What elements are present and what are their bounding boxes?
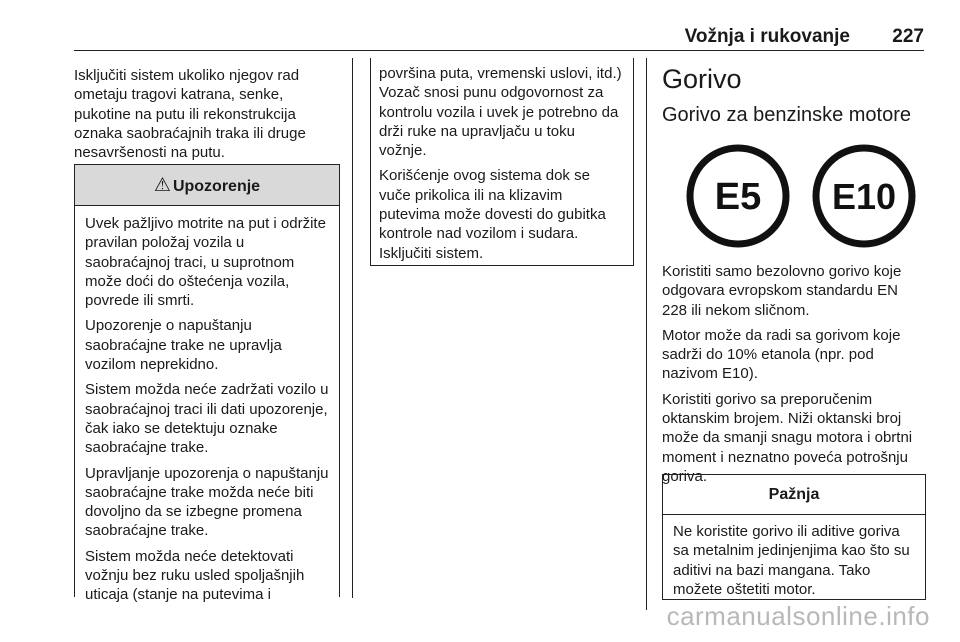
warning-paragraph: Sistem možda neće detektovati vožnju bez ruku usled spoljašnjih uticaja (stanje na putevima i (85, 547, 305, 604)
warning-paragraph: Sistem možda neće zadržati vozilo u saobraćajnoj traci ili dati upozorenje, čak iako se detektuju oznake saobraćajne trake. (85, 381, 329, 457)
warning-body (75, 206, 339, 605)
fuel-subheading: Gorivo za benzinske motore (662, 104, 912, 126)
warning-paragraph: Upravljanje upozorenja o napuštanju saobraćajne trake možda neće biti dovoljno da se izbegne promena saobraćajne trake. (85, 464, 329, 540)
column-1 (74, 66, 332, 168)
warning-triangle-icon: ⚠ (153, 175, 171, 196)
warning-title-bar (75, 165, 339, 206)
caution-box (662, 474, 926, 600)
watermark: carmanualsonline.info (666, 601, 930, 631)
fuel-paragraph: Koristiti gorivo sa preporučenim oktanskim brojem. Niži oktanski broj može da smanji snagu motora i obrtni moment i neznatno poveća potrošnju goriva. (662, 390, 913, 485)
warning-title: Upozorenje (172, 178, 261, 195)
column-divider-2 (646, 58, 647, 610)
fuel-heading: Gorivo (662, 64, 742, 94)
page-number: 227 (892, 26, 924, 47)
caution-text: Ne koristite gorivo ili aditive goriva sa metalnim jedinjenjima kao što su aditivi na bazi mangana. Tako možete oštetiti motor. (673, 523, 910, 598)
e10-label-text: E10 (831, 176, 897, 217)
column-divider-1 (352, 58, 353, 598)
fuel-text (662, 262, 926, 492)
section-title: Vožnja i rukovanje (684, 26, 850, 47)
page-header (74, 24, 924, 51)
caution-body (663, 515, 925, 599)
intro-paragraph: Isključiti sistem ukoliko njegov rad ometaju tragovi katrana, senke, pukotine na putu ili rekonstrukcija oznaka saobraćajnih traka ili druge nesavršenosti na putu. (74, 67, 306, 162)
warning-paragraph: Uvek pažljivo motrite na put i održite pravilan položaj vozila u saobraćajnoj traci, u suprotnom može doći do oštećenja vozila, povrede ili smrti. (85, 215, 326, 310)
warning-continuation-box (370, 58, 634, 266)
warning-paragraph: Korišćenje ovog sistema dok se vuče prikolica ili na klizavim putevima može dovesti do gubitka kontrole nad vozilom i sudara. Isključiti sistem. (379, 167, 606, 262)
warning-paragraph: Upozorenje o napuštanju saobraćajne trake ne upravlja vozilom neprekidno. (85, 317, 282, 374)
fuel-paragraph: Motor može da radi sa gorivom koje sadrži do 10% etanola (npr. pod nazivom E10). (662, 326, 901, 383)
e10-label-icon (816, 148, 912, 244)
e5-label-icon (690, 148, 786, 244)
warning-continuation-body (371, 58, 633, 263)
column-3 (662, 62, 926, 128)
fuel-paragraph: Koristiti samo bezolovno gorivo koje odgovara evropskom standardu EN 228 ili nekom sličnom. (662, 263, 902, 319)
caution-title: Pažnja (663, 475, 925, 515)
fuel-label-icons (686, 143, 926, 249)
warning-box (74, 164, 340, 604)
e5-label-text: E5 (714, 176, 762, 218)
warning-paragraph: površina puta, vremenski uslovi, itd.) Vozač snosi punu odgovornost za kontrolu vozila i uvek je potrebno da drži ruke na upravljaču u toku vožnje. (379, 65, 622, 160)
